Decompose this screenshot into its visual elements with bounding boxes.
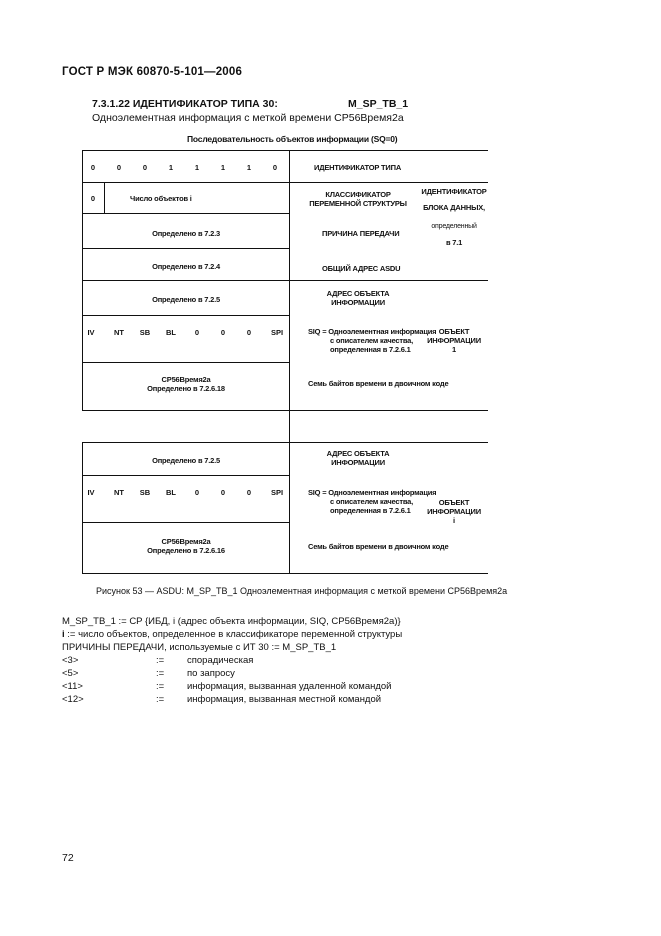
cot-code: <3> [62, 655, 79, 666]
type-bit: 1 [246, 163, 252, 172]
type-id-label: ИДЕНТИФИКАТОР ТИПА [314, 163, 402, 172]
ioa-label-1: АДРЕС ОБЪЕКТА [326, 449, 390, 458]
siq-bit: SB [139, 328, 151, 337]
siq-bit: IV [87, 488, 95, 497]
siq-bit: NT [114, 488, 124, 497]
formula-line-2-text: := число объектов, определенное в классификаторе переменной структуры [64, 629, 403, 640]
section-subtitle: Одноэлементная информация с меткой времени CP56Время2а [92, 112, 404, 124]
siq-bit: BL [166, 488, 176, 497]
cot-meaning: спорадическая [187, 655, 254, 666]
cot-code: <5> [62, 668, 79, 679]
cot-operator: := [156, 694, 165, 705]
formula-line-2 [62, 628, 402, 641]
type-bit: 0 [116, 163, 122, 172]
asdu-structure-table [82, 150, 488, 574]
type-bit: 1 [194, 163, 200, 172]
type-id-code: M_SP_TB_1 [348, 98, 409, 110]
section-title: 7.3.1.22 ИДЕНТИФИКАТОР ТИПА 30: [92, 98, 278, 110]
duid-label-3: определенный [431, 223, 477, 230]
cot-meaning: информация, вызванная местной командой [187, 694, 382, 705]
duid-label-2: БЛОКА ДАННЫХ, [423, 203, 485, 212]
cot-label: ПРИЧИНА ПЕРЕДАЧИ [322, 229, 400, 238]
ioa-label-1: АДРЕС ОБЪЕКТА [326, 289, 390, 298]
siq-bit: 0 [194, 328, 200, 337]
time-tag-label: Семь байтов времени в двоичном коде [308, 542, 449, 551]
cot-code: <11> [62, 681, 83, 692]
info-object-label-1: ОБЪЕКТ [438, 327, 470, 336]
figure-caption: Рисунок 53 — ASDU: M_SP_TB_1 Одноэлементная информация с меткой времени CP56Время2а [96, 586, 508, 596]
ioa-label-2: ИНФОРМАЦИИ [331, 298, 385, 307]
cot-definition: Определено в 7.2.3 [152, 229, 220, 238]
siq-description-3: определенная в 7.2.6.1 [330, 345, 411, 354]
time-tag-definition: Определено в 7.2.6.18 [147, 384, 225, 393]
siq-bit: 0 [220, 328, 226, 337]
siq-bit: 0 [194, 488, 200, 497]
formula-line-3: ПРИЧИНЫ ПЕРЕДАЧИ, используемые с ИТ 30 := M_SP_TB_1 [62, 642, 337, 653]
siq-bit: NT [114, 328, 124, 337]
type-bit: 0 [90, 163, 96, 172]
siq-description-1: SIQ = Одноэлементная информация [308, 327, 437, 336]
siq-description-2: с описателем качества, [330, 497, 413, 506]
info-object-label-1: ОБЪЕКТ [438, 498, 470, 507]
type-bit: 0 [142, 163, 148, 172]
time-tag-definition: Определено в 7.2.6.16 [147, 546, 225, 555]
duid-label-4: в 7.1 [445, 238, 463, 247]
formula-i: i [62, 629, 65, 640]
time-tag-label: Семь байтов времени в двоичном коде [308, 379, 449, 388]
page-number: 72 [62, 852, 74, 864]
time-tag-name: CP56Время2а [161, 375, 211, 384]
time-tag-name: CP56Время2а [161, 537, 211, 546]
num-objects: Число объектов i [130, 194, 192, 203]
ioa-definition: Определено в 7.2.5 [152, 456, 220, 465]
cot-meaning: информация, вызванная удаленной командой [187, 681, 392, 692]
asdu-address-label: ОБЩИЙ АДРЕС ASDU [322, 264, 401, 273]
siq-bit: IV [87, 328, 95, 337]
siq-description-3: определенная в 7.2.6.1 [330, 506, 411, 515]
ioa-definition: Определено в 7.2.5 [152, 295, 220, 304]
cot-meaning: по запросу [187, 668, 235, 679]
vsq-label-2: ПЕРЕМЕННОЙ СТРУКТУРЫ [309, 199, 407, 208]
siq-bit: SPI [270, 328, 284, 337]
siq-bit: SB [139, 488, 151, 497]
siq-description-1: SIQ = Одноэлементная информация [308, 488, 437, 497]
formula-line-1: M_SP_TB_1 := CP {ИБД, i (адрес объекта информации, SIQ, CP56Время2а)} [62, 616, 401, 627]
vsq-label-1: КЛАССИФИКАТОР [325, 190, 391, 199]
cot-operator: := [156, 681, 165, 692]
duid-label-1: ИДЕНТИФИКАТОР [421, 187, 487, 196]
sq-bit: 0 [90, 194, 96, 203]
ioa-label-2: ИНФОРМАЦИИ [331, 458, 385, 467]
type-bit: 1 [168, 163, 174, 172]
cot-code: <12> [62, 694, 84, 705]
siq-bit: BL [166, 328, 176, 337]
table-caption: Последовательность объектов информации (SQ=0) [187, 134, 398, 144]
info-object-number: 1 [452, 345, 456, 354]
siq-bit: SPI [270, 488, 284, 497]
asdu-address-definition: Определено в 7.2.4 [152, 262, 220, 271]
cot-code-list [62, 655, 462, 711]
info-object-number: i [453, 516, 455, 525]
type-bit: 0 [272, 163, 278, 172]
document-header: ГОСТ Р МЭК 60870-5-101—2006 [62, 66, 243, 78]
info-object-label-2: ИНФОРМАЦИИ [427, 507, 481, 516]
cot-operator: := [156, 668, 165, 679]
siq-bit: 0 [246, 488, 252, 497]
type-bit: 1 [220, 163, 226, 172]
siq-bit: 0 [246, 328, 252, 337]
cot-operator: := [156, 655, 165, 666]
formula-block [62, 615, 402, 654]
siq-description-2: с описателем качества, [330, 336, 413, 345]
info-object-label-2: ИНФОРМАЦИИ [427, 336, 481, 345]
siq-bit: 0 [220, 488, 226, 497]
